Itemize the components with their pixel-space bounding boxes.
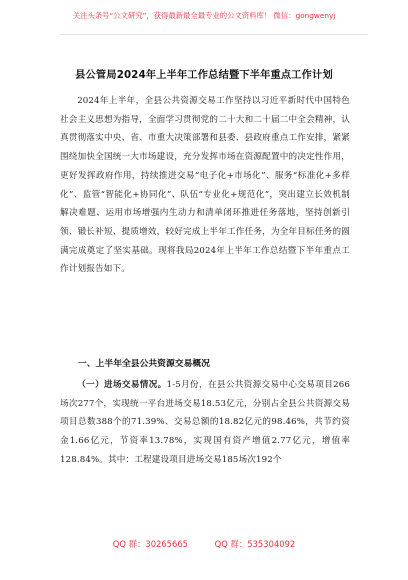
subsection-paragraph <box>60 376 350 470</box>
footer-contact <box>0 538 408 550</box>
promo-banner: 关注头条号“公文研究”，获得最新最全最专业的公文资料库！ 微信：gongwenyj <box>72 11 336 20</box>
footer-qq-group-1: QQ 群：30265665 <box>112 539 188 549</box>
banner-divider <box>60 34 368 35</box>
section-heading: 一、上半年全县公共资源交易概况 <box>78 359 210 369</box>
subsection-lead: （一）进场交易情况。 <box>77 380 167 390</box>
document-title: 县公管局2024年上半年工作总结暨下半年重点工作计划 <box>75 70 333 81</box>
subsection-text: 1-5月份，在县公共资源交易中心交易项目266场次277个，实现统一平台进场交易18.53亿元，分别占全县公共资源交易项目总数388个的71.39%、交易总额的18.82亿元的98.46%，共节约资金1.66亿元，节资率13.78%，实现国有资产增值2.77亿元，增值率128.84%。其中：工程建设项目进场交易185场次192个 <box>60 380 350 465</box>
footer-qq-group-2: QQ 群：535304092 <box>214 539 296 549</box>
intro-paragraph: 2024年上半年，全县公共资源交易工作坚持以习近平新时代中国特色社会主义思想为指导，全面学习贯彻党的二十大和二十届二中全会精神，认真贯彻落实中央、省、市重大决策部署和县委、县政府重点工作安排，紧紧围绕加快全国统一大市场建设，充分发挥市场在资源配置中的决定性作用，更好发挥政府作用，持续推进交易“电子化+市场化”、服务“标准化+多样化”、监管“智能化+协同化”、队伍“专业化+规范化”，突出建立长效机制解决难题、运用市场增强内生动力和清单闭环推进任务落地，坚持创新引领、锻长补短、提质增效，较好完成上半年工作任务，为全年目标任务的圆满完成奠定了坚实基础。现将我局2024年上半年工作总结暨下半年重点工作计划报告如下。 <box>60 96 350 275</box>
